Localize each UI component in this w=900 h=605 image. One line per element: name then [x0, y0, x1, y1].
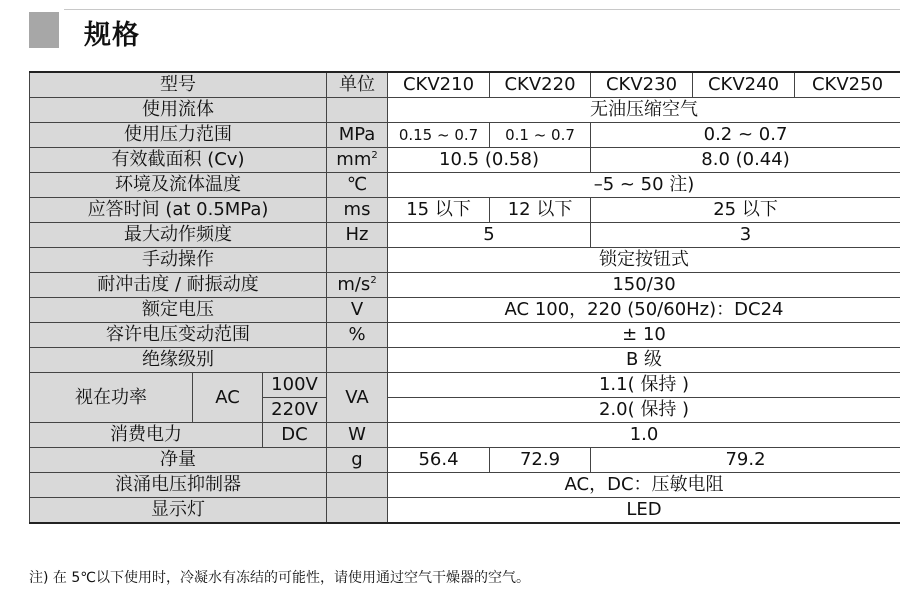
temperature-unit: ℃ [327, 173, 388, 198]
indicator-unit [327, 498, 388, 524]
power-label: 视在功率 [30, 373, 193, 423]
indicator-label: 显示灯 [30, 498, 327, 524]
table-row-indicator [30, 498, 900, 524]
model-label: 型号 [30, 72, 327, 98]
table-row-manual [30, 248, 900, 273]
spec-table [29, 71, 900, 524]
table-row-shock [30, 273, 900, 298]
response-unit: ms [327, 198, 388, 223]
fluid-unit [327, 98, 388, 123]
cv-value-230-250: 8.0 (0.44) [591, 148, 900, 173]
response-label: 应答时间 (at 0.5MPa) [30, 198, 327, 223]
weight-label: 净量 [30, 448, 327, 473]
power-100v: 100V [263, 373, 327, 398]
table-row-tolerance [30, 323, 900, 348]
weight-value-220: 72.9 [490, 448, 591, 473]
cv-unit-base: mm [336, 149, 372, 170]
frequency-label: 最大动作频度 [30, 223, 327, 248]
heading-rule [64, 9, 900, 10]
model-ckv250: CKV250 [795, 72, 900, 98]
model-ckv230: CKV230 [591, 72, 693, 98]
pressure-value-230-250: 0.2 ~ 0.7 [591, 123, 900, 148]
surge-value: AC，DC：压敏电阻 [388, 473, 900, 498]
voltage-label: 额定电压 [30, 298, 327, 323]
table-row-consumption [30, 423, 900, 448]
table-row-frequency [30, 223, 900, 248]
consumption-value: 1.0 [388, 423, 900, 448]
pressure-value-210: 0.15 ~ 0.7 [388, 123, 490, 148]
table-row-header [30, 72, 900, 98]
model-ckv240: CKV240 [693, 72, 795, 98]
shock-label: 耐冲击度 / 耐振动度 [30, 273, 327, 298]
table-row-response [30, 198, 900, 223]
voltage-unit: V [327, 298, 388, 323]
page-title: 规格 [84, 20, 140, 51]
tolerance-unit: % [327, 323, 388, 348]
pressure-unit: MPa [327, 123, 388, 148]
pressure-value-220: 0.1 ~ 0.7 [490, 123, 591, 148]
weight-value-210: 56.4 [388, 448, 490, 473]
shock-value: 150/30 [388, 273, 900, 298]
tolerance-label: 容许电压变动范围 [30, 323, 327, 348]
consumption-unit: W [327, 423, 388, 448]
consumption-dc: DC [263, 423, 327, 448]
insulation-unit [327, 348, 388, 373]
cv-unit [327, 148, 388, 173]
table-row-fluid [30, 98, 900, 123]
table-row-temperature [30, 173, 900, 198]
power-value-220v: 2.0( 保持 ) [388, 398, 900, 423]
response-value-220: 12 以下 [490, 198, 591, 223]
power-ac: AC [193, 373, 263, 423]
table-row-weight [30, 448, 900, 473]
temperature-label: 环境及流体温度 [30, 173, 327, 198]
weight-unit: g [327, 448, 388, 473]
power-unit: VA [327, 373, 388, 423]
shock-unit [327, 273, 388, 298]
table-row-pressure [30, 123, 900, 148]
footnote: 注) 在 5℃以下使用时，冷凝水有冻结的可能性，请使用通过空气干燥器的空气。 [29, 570, 530, 586]
cv-label: 有效截面积 (Cv) [30, 148, 327, 173]
cv-unit-sup: 2 [371, 150, 378, 161]
consumption-label: 消费电力 [30, 423, 263, 448]
insulation-value: B 级 [388, 348, 900, 373]
manual-value: 锁定按钮式 [388, 248, 900, 273]
frequency-value-230-250: 3 [591, 223, 900, 248]
frequency-unit: Hz [327, 223, 388, 248]
table-row-voltage [30, 298, 900, 323]
weight-value-230-250: 79.2 [591, 448, 900, 473]
surge-unit [327, 473, 388, 498]
unit-header: 单位 [327, 72, 388, 98]
fluid-value: 无油压缩空气 [388, 98, 900, 123]
pressure-label: 使用压力范围 [30, 123, 327, 148]
power-value-100v: 1.1( 保持 ) [388, 373, 900, 398]
response-value-210: 15 以下 [388, 198, 490, 223]
table-row-insulation [30, 348, 900, 373]
surge-label: 浪涌电压抑制器 [30, 473, 327, 498]
shock-unit-sup: 2 [370, 275, 377, 286]
tolerance-value: ± 10 [388, 323, 900, 348]
table-row-cv [30, 148, 900, 173]
cv-value-210-220: 10.5 (0.58) [388, 148, 591, 173]
response-value-230-250: 25 以下 [591, 198, 900, 223]
voltage-value: AC 100，220 (50/60Hz)：DC24 [388, 298, 900, 323]
indicator-value: LED [388, 498, 900, 524]
temperature-value: –5 ~ 50 注) [388, 173, 900, 198]
insulation-label: 绝缘级别 [30, 348, 327, 373]
frequency-value-210-220: 5 [388, 223, 591, 248]
manual-unit [327, 248, 388, 273]
table-row-surge [30, 473, 900, 498]
shock-unit-base: m/s [337, 274, 371, 295]
table-row-power-100v [30, 373, 900, 398]
power-220v: 220V [263, 398, 327, 423]
heading-marker [29, 12, 59, 48]
model-ckv210: CKV210 [388, 72, 490, 98]
model-ckv220: CKV220 [490, 72, 591, 98]
manual-label: 手动操作 [30, 248, 327, 273]
fluid-label: 使用流体 [30, 98, 327, 123]
